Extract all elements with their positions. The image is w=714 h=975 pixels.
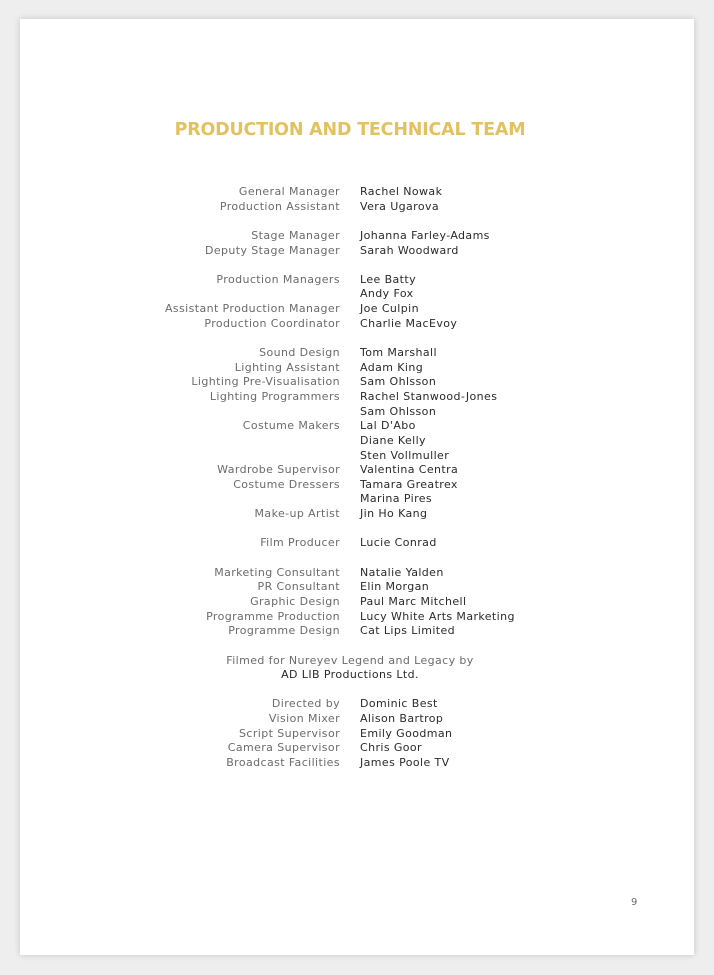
section-spacer bbox=[20, 522, 694, 537]
credit-role: Wardrobe Supervisor bbox=[217, 463, 340, 477]
credit-row bbox=[20, 434, 694, 449]
credit-row bbox=[20, 507, 694, 522]
credit-role: Script Supervisor bbox=[239, 726, 340, 740]
credit-row bbox=[20, 492, 694, 507]
credit-row bbox=[20, 712, 694, 727]
credit-name: Andy Fox bbox=[360, 287, 414, 301]
section-spacer bbox=[20, 639, 694, 654]
credit-name: Tamara Greatrex bbox=[360, 477, 458, 491]
credit-name: Rachel Stanwood-Jones bbox=[360, 389, 498, 403]
page-number: 9 bbox=[631, 897, 638, 908]
credit-name: Sarah Woodward bbox=[360, 243, 459, 257]
credit-role: Graphic Design bbox=[250, 594, 340, 608]
filmed-for-line: Filmed for Nureyev Legend and Legacy by bbox=[226, 653, 474, 667]
credit-role: Lighting Pre-Visualisation bbox=[191, 375, 340, 389]
credit-name: Jin Ho Kang bbox=[360, 507, 428, 521]
document-page bbox=[20, 19, 694, 955]
credit-name: Diane Kelly bbox=[360, 433, 426, 447]
credit-row bbox=[20, 405, 694, 420]
credit-name: Alison Bartrop bbox=[360, 712, 444, 726]
credit-role: Lighting Programmers bbox=[209, 389, 340, 403]
credit-row bbox=[20, 361, 694, 376]
credit-name: Tom Marshall bbox=[360, 346, 437, 360]
credit-name: Dominic Best bbox=[360, 697, 438, 711]
credit-name: Elin Morgan bbox=[360, 580, 430, 594]
credit-row bbox=[20, 273, 694, 288]
credit-row bbox=[20, 419, 694, 434]
credit-role: Stage Manager bbox=[251, 228, 340, 242]
credit-name: Valentina Centra bbox=[360, 463, 459, 477]
section-spacer bbox=[20, 683, 694, 698]
credit-name: Johanna Farley-Adams bbox=[360, 228, 490, 242]
credit-role: Directed by bbox=[271, 697, 340, 711]
credit-row bbox=[20, 478, 694, 493]
page-title: PRODUCTION AND TECHNICAL TEAM bbox=[174, 120, 526, 140]
credit-role: Costume Dressers bbox=[233, 477, 340, 491]
credit-row bbox=[20, 463, 694, 478]
section-spacer bbox=[20, 258, 694, 273]
credit-row bbox=[20, 346, 694, 361]
credit-row bbox=[20, 727, 694, 742]
credit-role: Production Coordinator bbox=[204, 316, 340, 330]
credit-row bbox=[20, 566, 694, 581]
credit-row bbox=[20, 536, 694, 551]
credit-name: Sten Vollmuller bbox=[360, 448, 450, 462]
credit-role: Assistant Production Manager bbox=[164, 302, 340, 316]
credit-name: Emily Goodman bbox=[360, 726, 453, 740]
credit-row bbox=[20, 449, 694, 464]
credit-role: Costume Makers bbox=[242, 419, 340, 433]
credit-row bbox=[20, 287, 694, 302]
filmed-company: AD LIB Productions Ltd. bbox=[281, 668, 419, 682]
credit-role: Lighting Assistant bbox=[234, 360, 340, 374]
section-spacer bbox=[20, 214, 694, 229]
credit-row bbox=[20, 580, 694, 595]
credit-row bbox=[20, 229, 694, 244]
credit-row bbox=[20, 595, 694, 610]
credit-name: Paul Marc Mitchell bbox=[360, 594, 467, 608]
section-spacer bbox=[20, 331, 694, 346]
credit-name: Chris Goor bbox=[360, 741, 422, 755]
credit-row bbox=[20, 200, 694, 215]
credit-row bbox=[20, 756, 694, 771]
credit-role: PR Consultant bbox=[257, 580, 340, 594]
credit-role: Broadcast Facilities bbox=[226, 755, 340, 769]
credit-role: Deputy Stage Manager bbox=[204, 243, 340, 257]
credit-role: Make-up Artist bbox=[254, 507, 340, 521]
credit-role: Production Managers bbox=[216, 272, 340, 286]
credit-name: Adam King bbox=[360, 360, 424, 374]
credit-name: Vera Ugarova bbox=[360, 199, 440, 213]
credit-name: James Poole TV bbox=[360, 755, 450, 769]
credit-row bbox=[20, 697, 694, 712]
credit-role: Vision Mixer bbox=[268, 712, 340, 726]
credit-row bbox=[20, 610, 694, 625]
credit-name: Natalie Yalden bbox=[360, 565, 444, 579]
credit-row bbox=[20, 375, 694, 390]
credit-role: Camera Supervisor bbox=[227, 741, 340, 755]
credit-row bbox=[20, 390, 694, 405]
credit-row bbox=[20, 624, 694, 639]
credit-role: Film Producer bbox=[260, 536, 340, 550]
credit-role: Sound Design bbox=[259, 346, 340, 360]
credit-name: Lucy White Arts Marketing bbox=[360, 609, 515, 623]
credit-role: Marketing Consultant bbox=[214, 565, 340, 579]
credit-row bbox=[20, 317, 694, 332]
credit-row bbox=[20, 741, 694, 756]
credit-name: Lal D'Abo bbox=[360, 419, 416, 433]
credit-name: Sam Ohlsson bbox=[360, 375, 437, 389]
credit-row bbox=[20, 185, 694, 200]
credit-role: Production Assistant bbox=[219, 199, 340, 213]
section-spacer bbox=[20, 551, 694, 566]
credit-name: Charlie MacEvoy bbox=[360, 316, 458, 330]
credit-name: Sam Ohlsson bbox=[360, 404, 437, 418]
credit-name: Joe Culpin bbox=[360, 302, 419, 316]
credit-row bbox=[20, 302, 694, 317]
credit-name: Lucie Conrad bbox=[360, 536, 437, 550]
credit-name: Cat Lips Limited bbox=[360, 624, 456, 638]
credit-role: Programme Production bbox=[206, 609, 340, 623]
credits-list bbox=[20, 185, 694, 771]
credit-name: Rachel Nowak bbox=[360, 185, 443, 198]
credit-row bbox=[20, 244, 694, 259]
credit-role: Programme Design bbox=[228, 624, 340, 638]
credit-name: Marina Pires bbox=[360, 492, 433, 506]
credit-name: Lee Batty bbox=[360, 272, 416, 286]
credit-role: General Manager bbox=[238, 185, 340, 198]
